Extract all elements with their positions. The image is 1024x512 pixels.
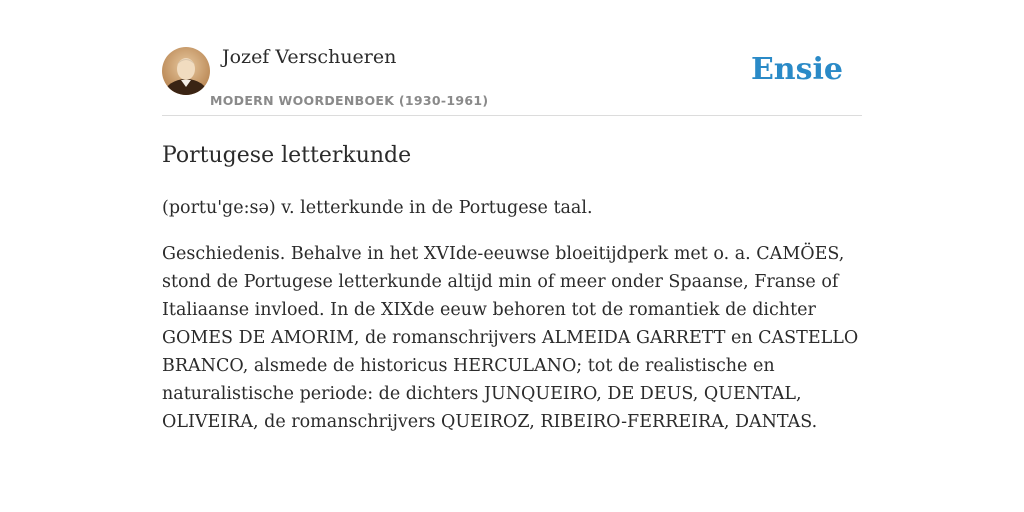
entry-header xyxy=(162,40,862,116)
entry-title: Portugese letterkunde xyxy=(162,143,412,168)
entry-card xyxy=(162,40,862,436)
portrait-photo-icon xyxy=(162,47,210,95)
ensie-logo[interactable]: Ensie xyxy=(750,52,843,87)
entry-body: Geschiedenis. Behalve in het XVIde-eeuwse bloeitijdperk met o. a. CAMÖES, stond de Portugese letterkunde altijd min of meer onder Spaanse, Franse of Italiaanse invloed. In de XIXde eeuw behoren tot de romantiek de dichter GOMES DE AMORIM, de romanschrijvers ALMEIDA GARRETT en CASTELLO BRANCO, alsmede de historicus HERCULANO; tot de realistische en naturalistische periode: de dichters JUNQUEIRO, DE DEUS, QUENTAL, OLIVEIRA, de romanschrijvers QUEIROZ, RIBEIRO-FERREIRA, DANTAS. xyxy=(162,244,859,432)
source-label[interactable]: MODERN WOORDENBOEK (1930-1961) xyxy=(210,93,489,108)
author-name[interactable]: Jozef Verschueren xyxy=(222,46,397,68)
entry-definition: (portu'ge:sə) v. letterkunde in de Portugese taal. xyxy=(162,198,593,218)
author-avatar[interactable] xyxy=(162,47,210,95)
